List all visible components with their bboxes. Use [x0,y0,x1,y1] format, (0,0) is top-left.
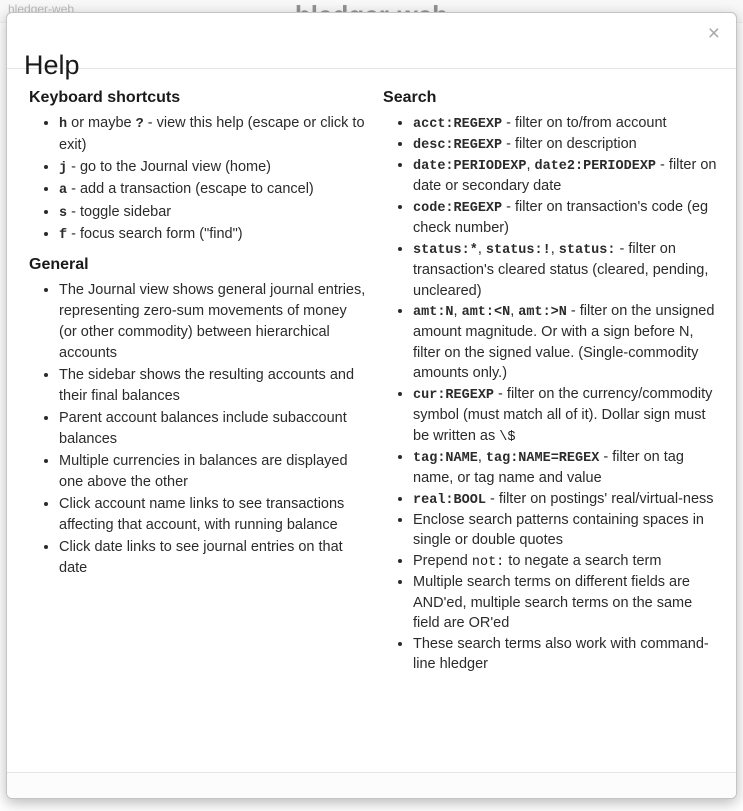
list-item [59,113,367,156]
text-run: - filter on the currency/commodity symbol (must match all of it). Dollar sign must be written as [413,385,713,444]
list-item [59,157,367,179]
list-item [413,489,722,510]
help-left-column [21,85,375,685]
search-term: cur:REGEXP [413,387,495,403]
search-term: status:! [485,242,551,258]
text-run: , [453,303,462,320]
help-dialog-footer [7,772,736,798]
text-run: , [477,240,486,257]
list-item [413,384,722,447]
search-term: amt:>N [518,305,567,321]
keyboard-key: s [59,205,68,221]
text-run: - filter on postings' real/virtual-ness [485,490,714,507]
text-run: - filter on the unsigned amount magnitude. Or with a sign before N, filter on the signed value. (Single-commodity amounts only.) [413,303,715,382]
help-right-column [375,85,722,685]
text-run: , [477,448,486,465]
list-item [413,572,722,634]
text-run: - filter on transaction's cleared status (cleared, pending, uncleared) [413,240,709,299]
text-run: or maybe [67,115,136,131]
text-run: - filter on to/from account [502,115,667,131]
section-heading-keyboard-shortcuts: Keyboard shortcuts [29,89,181,106]
list-item [59,365,367,407]
text-run: - filter on transaction's code (eg check number) [413,199,709,237]
text-run: , [510,303,519,320]
keyboard-key: h [59,117,68,132]
text-run: , [550,240,559,257]
search-term: desc:REGEXP [413,138,503,154]
search-term: amt:N [413,305,454,321]
keyboard-key: a [59,183,68,199]
keyboard-key: ? [135,117,144,132]
list-item [59,408,367,450]
text-run: to negate a search term [504,552,662,569]
text-run: - go to the Journal view (home) [67,158,272,175]
list-item [413,551,722,572]
list-general [21,280,367,579]
help-dialog-header [7,13,736,80]
list-item [59,224,367,246]
inline-code: not: [471,554,505,570]
text-run: - focus search form ("find") [67,226,243,243]
list-item [413,113,722,134]
text-run: These search terms also work with command-line hledger [413,635,709,673]
list-item [413,155,722,197]
list-item [59,494,367,536]
text-run: Enclose search patterns containing spaces in single or double quotes [413,511,704,549]
list-item [413,301,722,384]
text-run: Multiple search terms on different fields are AND'ed, multiple search terms on the same field are OR'ed [413,574,693,632]
search-term: date:PERIODEXP [413,159,527,175]
list-item [59,537,367,579]
text-run: Click account name links to see transactions affecting that account, with running balance [59,495,345,533]
list-item [59,280,367,364]
search-term: real:BOOL [413,492,486,508]
text-run: The Journal view shows general journal entries, representing zero-sum movements of money (or other commodity) between hierarchical accounts [59,281,366,361]
section-heading-search: Search [383,89,437,106]
text-run: , [526,157,535,174]
help-dialog [6,12,737,799]
text-run: - toggle sidebar [67,203,172,220]
list-item [413,239,722,301]
search-term: acct:REGEXP [413,117,503,132]
search-term: status:* [413,242,478,258]
text-run: - filter on description [502,136,637,153]
list-keyboard-shortcuts [21,113,367,246]
list-item [59,202,367,224]
search-term: code:REGEXP [413,201,503,217]
search-term: amt:<N [461,305,511,321]
search-term: status: [558,242,616,258]
list-item [413,447,722,489]
list-search [375,113,722,675]
search-term: tag:NAME=REGEX [485,450,600,466]
text-run: Click date links to see journal entries on that date [59,539,343,577]
text-run: Multiple currencies in balances are displayed one above the other [59,452,348,490]
text-run: - filter on tag name, or tag name and value [413,448,684,487]
inline-code: \$ [499,429,516,445]
list-item [59,179,367,201]
list-item [59,451,367,493]
text-run: - add a transaction (escape to cancel) [67,181,314,198]
text-run: Prepend [413,552,472,569]
text-run: Parent account balances include subaccount balances [59,409,347,447]
keyboard-key: f [59,228,68,244]
text-run: - filter on date or secondary date [413,157,717,195]
help-dialog-title: Help [24,50,80,80]
close-icon[interactable]: × [707,22,720,45]
section-heading-general: General [29,255,89,273]
list-item [413,134,722,155]
list-item [413,197,722,239]
list-item [413,634,722,675]
search-term: date2:PERIODEXP [534,159,657,175]
search-term: tag:NAME [413,450,478,466]
list-item [413,510,722,551]
keyboard-key: j [59,160,68,176]
text-run: The sidebar shows the resulting accounts and their final balances [59,366,355,404]
help-dialog-body [7,69,736,685]
text-run: - view this help (escape or click to exit) [59,115,365,153]
